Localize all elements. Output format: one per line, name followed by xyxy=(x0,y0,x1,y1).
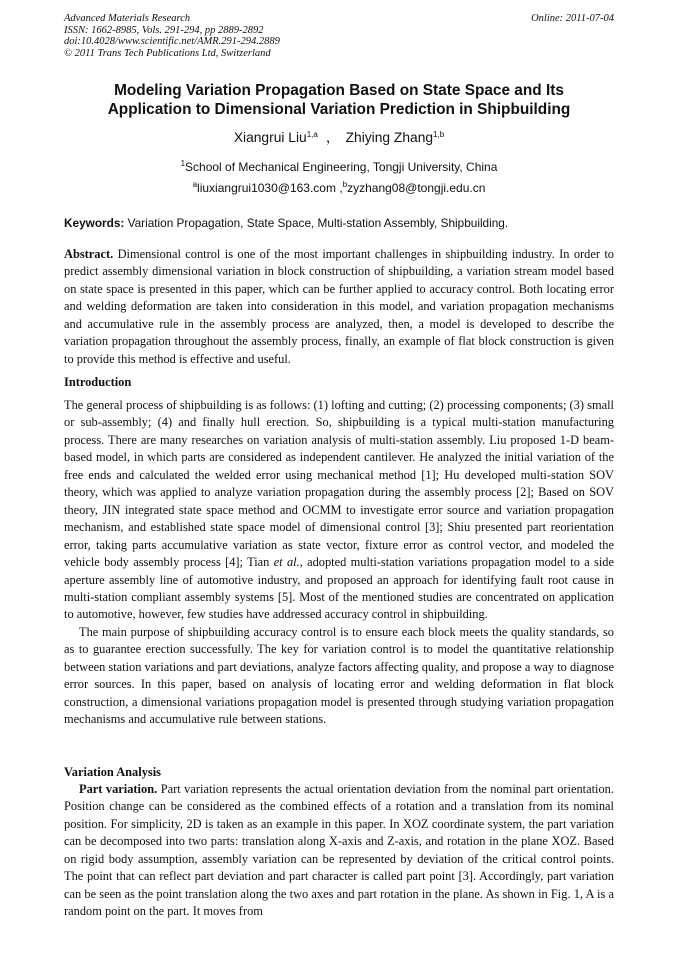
abstract-text: Dimensional control is one of the most important challenges in shipbuilding industry. In order to predict assembly dimensional variation in block construction of shipbuilding, a variation stream model based on state space is presented in this paper, which can be further applied to accuracy control. Both locating error and welding deformation are taken into consideration in this model, and variation propagation mechanisms and accumulative rule in the assembly process are analyzed, then, a model is developed to describe the variation propagation throughout the assembly process, finally, an example of flat block construction is given to provide this method is effective and useful. xyxy=(64,247,614,366)
affiliation-mark: 1 xyxy=(180,159,186,168)
introduction-heading: Introduction xyxy=(64,375,132,389)
author-list xyxy=(64,129,614,147)
author-2-affil-mark: 1,b xyxy=(433,130,445,139)
keywords-label: Keywords: xyxy=(64,216,125,230)
journal-name: Advanced Materials Research xyxy=(64,13,191,24)
affiliation-text: School of Mechanical Engineering, Tongji University, China xyxy=(185,160,498,174)
abstract-label: Abstract. xyxy=(64,247,114,261)
email-a: liuxiangrui1030@163.com , xyxy=(197,181,343,195)
doi-line: doi:10.4028/www.scientific.net/AMR.291-294.2889 xyxy=(64,36,280,47)
intro-p1-text-b: adopted multi-station variations propagation model to a side aperture assembly line of automotive industry, and proposed an approach for identifying fault root cause in multi-station compliant assembly systems [5]. Most of the mentioned studies are concentrated on application to automotive, however, few studies have addressed accuracy control in shipbuilding. xyxy=(64,555,614,622)
keywords-text: Variation Propagation, State Space, Multi-station Assembly, Shipbuilding. xyxy=(124,216,509,230)
author-1-affil-mark: 1,a xyxy=(306,130,318,139)
author-separator: ， xyxy=(325,130,340,145)
variation-analysis-body xyxy=(64,781,614,921)
title-line-2: Application to Dimensional Variation Prediction in Shipbuilding xyxy=(107,101,571,118)
email-a-mark: a xyxy=(192,180,198,189)
affiliation xyxy=(64,160,614,175)
keywords xyxy=(64,216,614,230)
intro-paragraph-1 xyxy=(64,397,614,624)
part-variation-paragraph xyxy=(64,781,614,921)
variation-analysis-heading: Variation Analysis xyxy=(64,765,161,779)
part-variation-subheading: Part variation. xyxy=(79,782,158,796)
abstract xyxy=(64,246,614,368)
issn-line: ISSN: 1662-8985, Vols. 291-294, pp 2889-2892 xyxy=(64,24,264,36)
paper-title xyxy=(64,81,614,119)
part-variation-text: Part variation represents the actual orientation deviation from the nominal part orientation. Position change can be considered as the combined effects of a rotation and a translation from its nominal position. For simplicity, 2D is taken as an example in this paper. In XOZ coordinate system, the part variation can be decomposed into two parts: translation along X-axis and Z-axis, and rotation in the plane XOZ. Based on rigid body assumption, assembly variation can be represented by deviation of the critical control points. The point that can reflect part deviation and part character is called part point [3]. Accordingly, part variation can be seen as the point translation along the two axes and part rotation in the plane. As shown in Fig. 1, A is a random point on the part. It moves from xyxy=(64,782,614,919)
title-line-1: Modeling Variation Propagation Based on State Space and Its xyxy=(114,82,564,99)
email-b: zyzhang08@tongji.edu.cn xyxy=(347,181,486,195)
journal-header xyxy=(64,13,444,59)
introduction-body xyxy=(64,397,614,729)
copyright-line: © 2011 Trans Tech Publications Ltd, Switzerland xyxy=(64,47,271,59)
intro-p1-text-a: The general process of shipbuilding is as follows: (1) lofting and cutting; (2) processing components; (3) small or sub-assembly; (4) and finally hull erection. So, shipbuilding is a typical multi-station manufacturing process. There are many researches on variation analysis of multi-station assembly. Liu proposed 1-D beam-based model, in which parts are considered as independent cantilever. He analyzed the initial variation of the free ends and calculated the welded error using mechanical method [1]; Hu developed multi-station SOV theory, which was applied to analyze variation propagation during the assembly process [2]; Based on SOV theory, JIN integrated state space method and OCMM to investigate error source and variation propagation mechanism, and established state space model of dimensional control [3]; Shiu presented part reorientation error, taking parts accumulative variation as state vector, fixture error as control vector, and modeled the vehicle body assembly process [4]; Tian xyxy=(64,398,614,570)
intro-p1-italic: et al., xyxy=(273,555,303,570)
online-date: Online: 2011-07-04 xyxy=(531,13,614,24)
author-emails xyxy=(64,181,614,196)
intro-paragraph-2: The main purpose of shipbuilding accuracy control is to ensure each block meets the quality standards, so as to guarantee erection successfully. The key for variation control is to model the quantitative relationship between station variations and part deviations, analyze factors affecting quality, and propose a way to diagnose error sources. In this paper, based on analysis of locating error and welding deformation in flat block construction, a dimensional variations propagation model is presented through studying variation propagation mechanisms and accumulative rule between stations. xyxy=(64,624,614,727)
author-1: Xiangrui Liu xyxy=(233,130,307,145)
author-2: Zhiying Zhang xyxy=(345,130,434,145)
email-b-mark: b xyxy=(342,180,348,189)
